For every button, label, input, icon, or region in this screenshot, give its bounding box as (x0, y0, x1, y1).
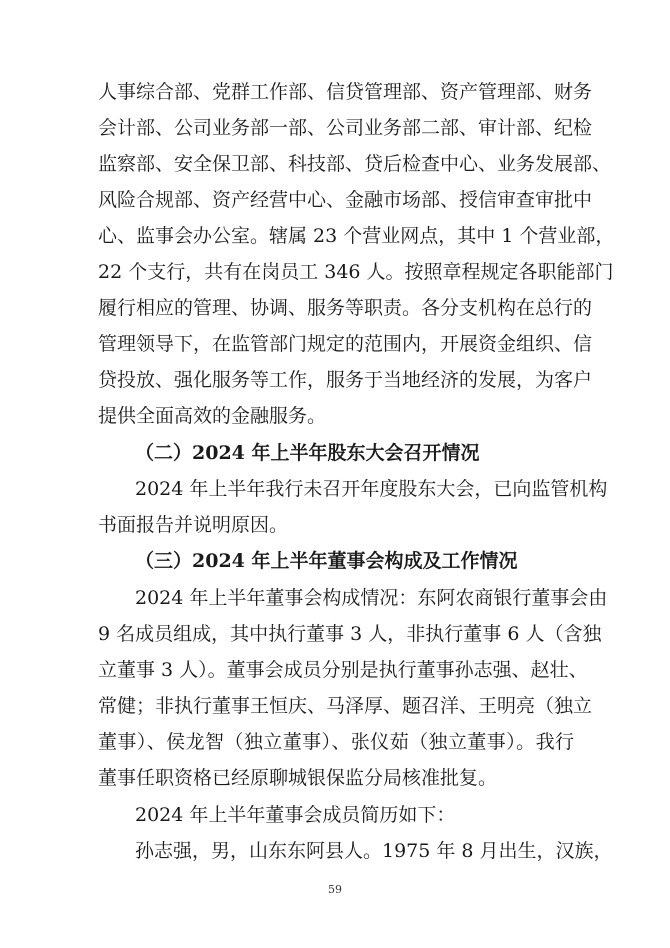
paragraph-1-line-8: 管理领导下，在监管部门规定的范围内，开展资金组织、信 (98, 333, 593, 355)
paragraph-3-line-3: 立董事 3 人）。董事会成员分别是执行董事孙志强、赵壮、 (98, 659, 588, 681)
section-heading-3: （三）2024 年上半年董事会构成及工作情况 (135, 550, 518, 572)
paragraph-1-line-9: 贷投放、强化服务等工作，服务于当地经济的发展，为客户 (98, 369, 593, 391)
paragraph-1-line-3: 监察部、安全保卫部、科技部、贷后检查中心、业务发展部、 (98, 153, 612, 175)
paragraph-1-line-10: 提供全面高效的金融服务。 (98, 405, 327, 427)
page-number: 59 (328, 883, 342, 896)
paragraph-2-line-2: 书面报告并说明原因。 (98, 514, 289, 536)
paragraph-5-line-1: 孙志强，男，山东东阿县人。1975 年 8 月出生，汉族， (135, 840, 613, 862)
paragraph-1-line-5: 心、监事会办公室。辖属 23 个营业网点，其中 1 个营业部， (98, 225, 615, 247)
paragraph-3-line-5: 董事）、侯龙智（独立董事）、张仪茹（独立董事）。我行 (98, 731, 574, 753)
paragraph-3-line-6: 董事任职资格已经原聊城银保监分局核准批复。 (98, 767, 498, 789)
paragraph-1-line-4: 风险合规部、资产经营中心、金融市场部、授信审查审批中 (98, 189, 593, 211)
paragraph-4-line-1: 2024 年上半年董事会成员简历如下： (135, 804, 456, 826)
paragraph-3-line-2: 9 名成员组成，其中执行董事 3 人，非执行董事 6 人（含独 (98, 623, 602, 645)
paragraph-3-line-1: 2024 年上半年董事会构成情况：东阿农商银行董事会由 (135, 587, 608, 609)
section-heading-2: （二）2024 年上半年股东大会召开情况 (135, 442, 480, 464)
paragraph-1-line-6: 22 个支行，共有在岗员工 346 人。按照章程规定各职能部门 (98, 261, 614, 283)
paragraph-3-line-4: 常健；非执行董事王恒庆、马泽厚、题召洋、王明亮（独立 (98, 695, 593, 717)
paragraph-1-line-1: 人事综合部、党群工作部、信贷管理部、资产管理部、财务 (98, 81, 593, 103)
paragraph-1-line-2: 会计部、公司业务部一部、公司业务部二部、审计部、纪检 (98, 117, 593, 139)
paragraph-2-line-1: 2024 年上半年我行未召开年度股东大会，已向监管机构 (135, 478, 608, 500)
paragraph-1-line-7: 履行相应的管理、协调、服务等职责。各分支机构在总行的 (98, 297, 593, 319)
